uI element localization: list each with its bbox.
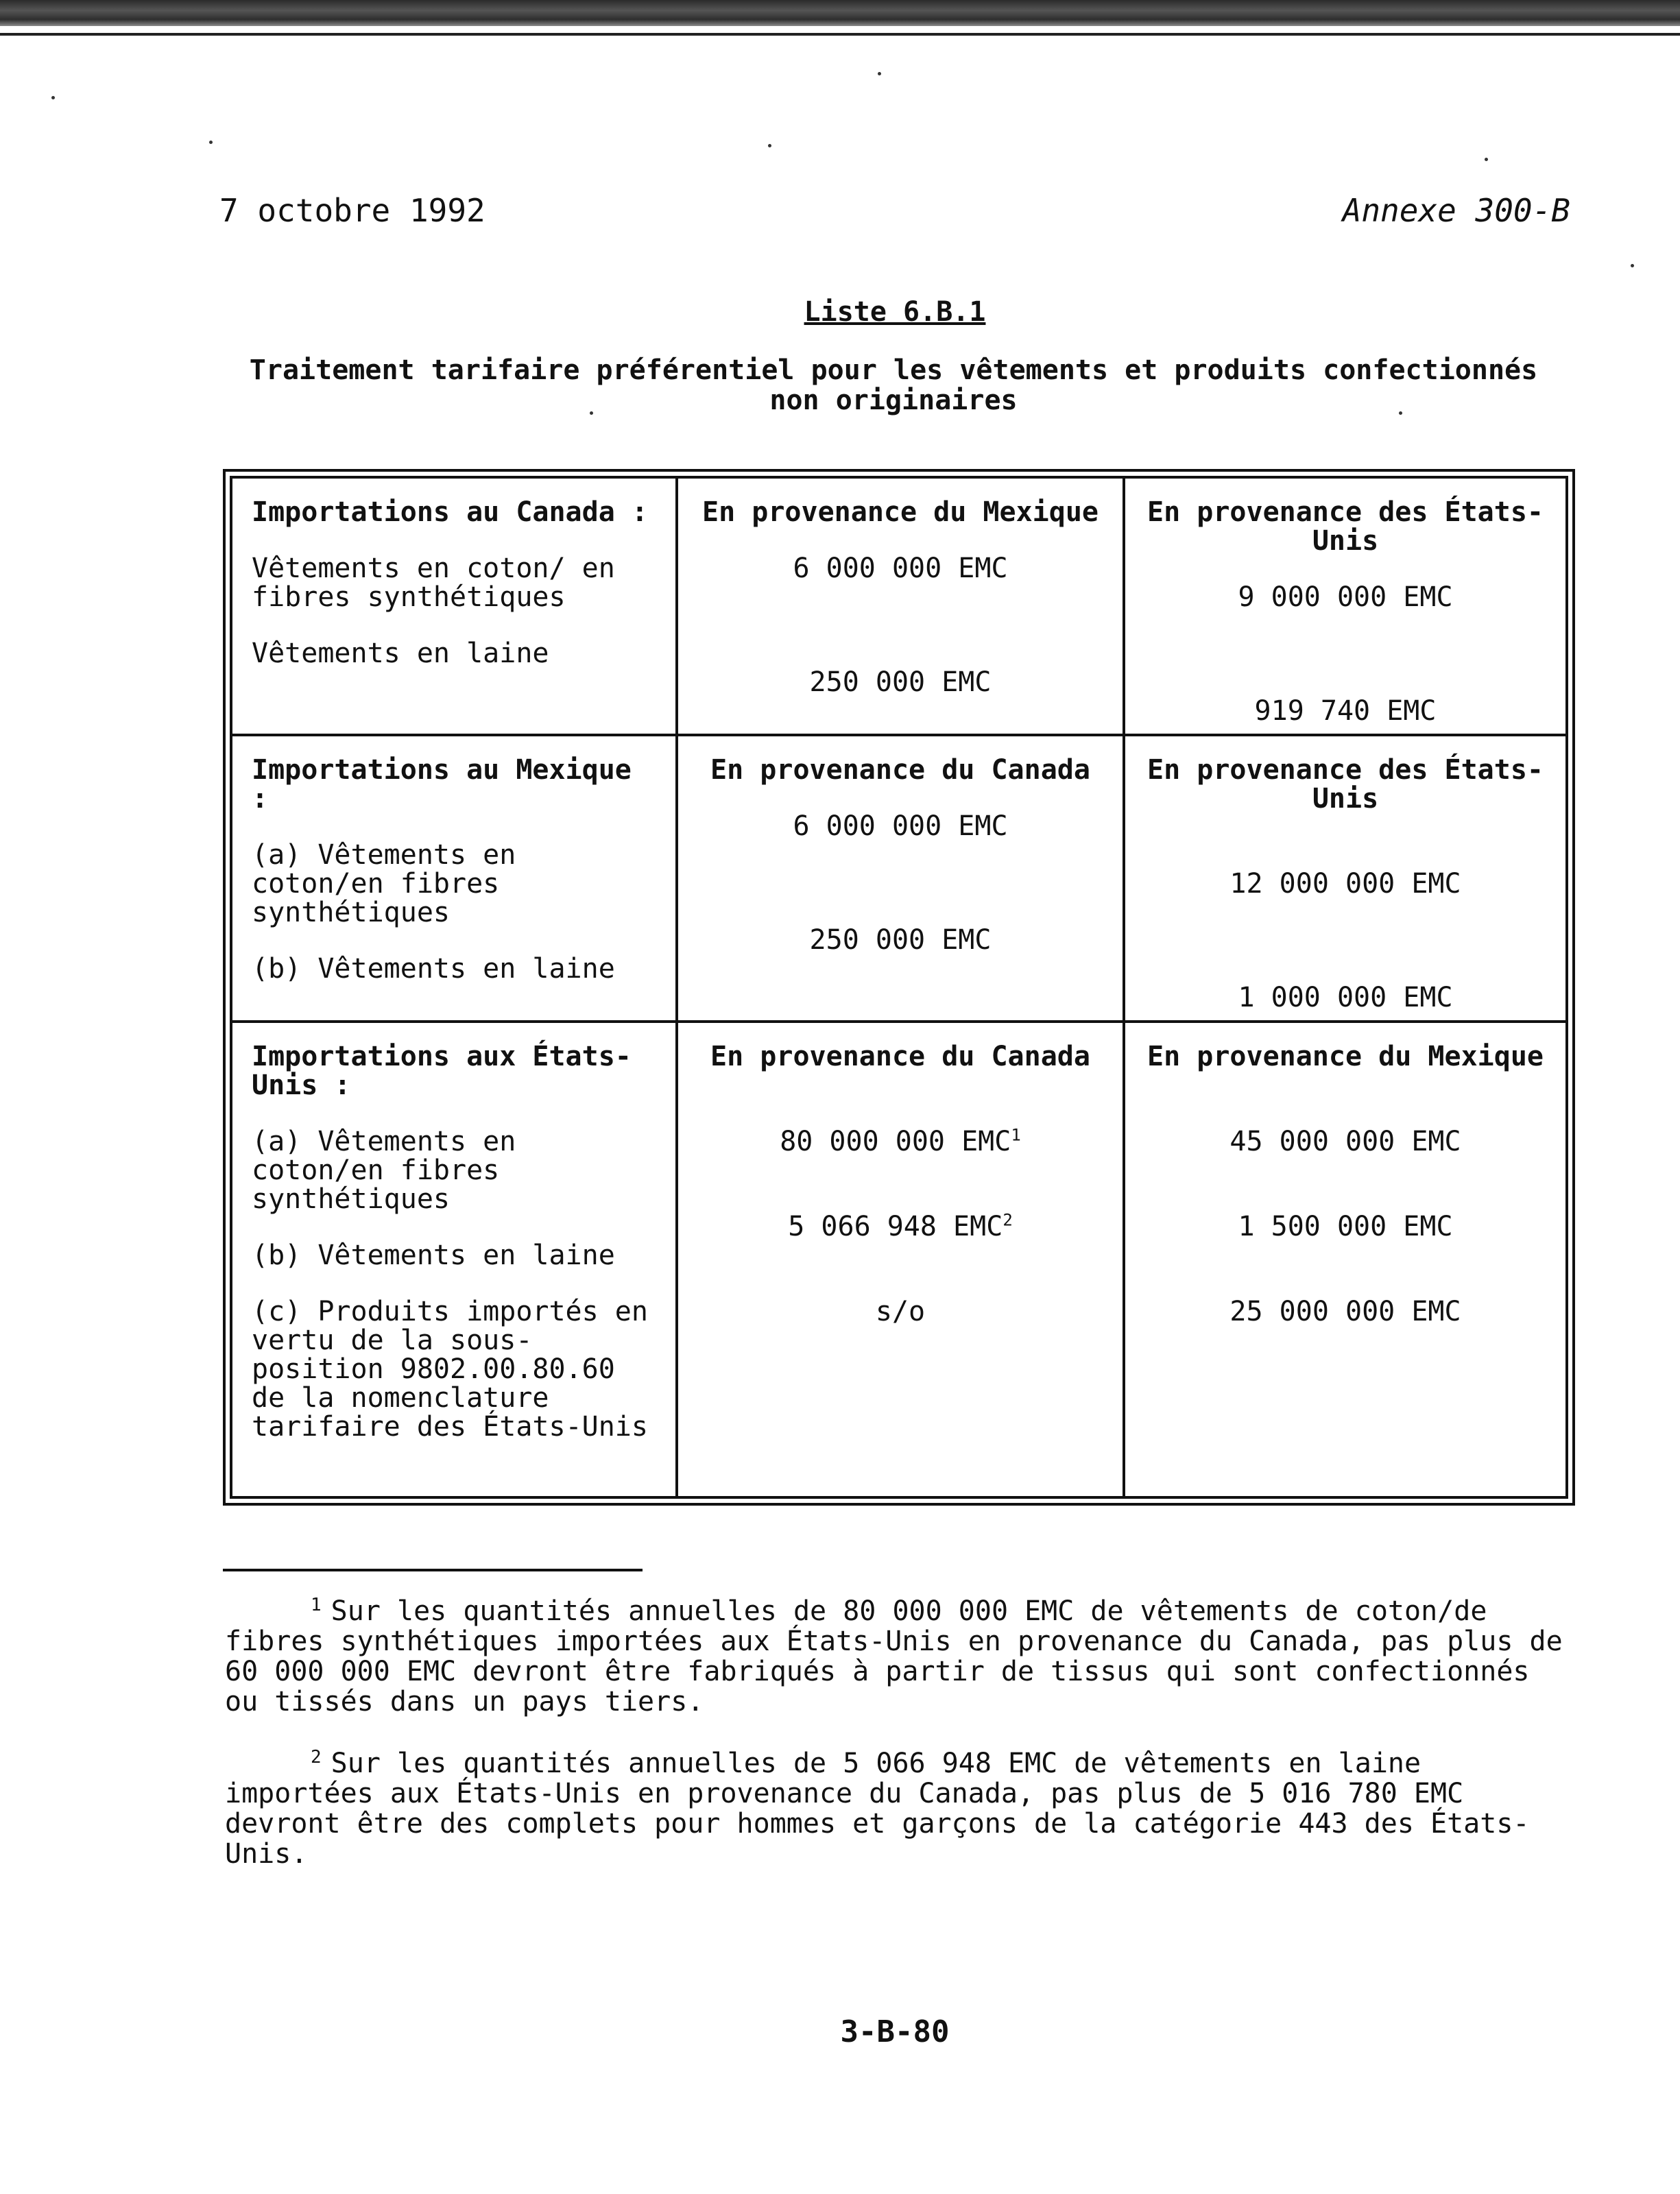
source-heading: En provenance des États-Unis — [1147, 754, 1544, 815]
footnote-separator — [223, 1569, 643, 1571]
quota-value: s/o — [875, 1296, 926, 1327]
quota-value: 250 000 EMC — [809, 666, 992, 698]
import-category-cell — [231, 477, 677, 735]
footnote — [225, 1748, 1576, 1869]
header-annex: Annexe 300-B — [1342, 192, 1570, 229]
scan-speck — [1485, 158, 1488, 161]
footnote-text: Sur les quantités annuelles de 5 066 948 EMC de vêtements en laine importées aux États-Unis en provenance du Canada, pas plus de 5 016 780 EMC devront être des complets pour hommes et garçons de la catégorie 443 des États-Unis. — [225, 1748, 1530, 1870]
list-title: Liste 6.B.1 — [804, 296, 986, 328]
product-item: Vêtements en laine — [252, 638, 549, 669]
scan-speck — [768, 144, 771, 147]
quota-table-frame — [223, 469, 1575, 1506]
quota-value: 45 000 000 EMC — [1229, 1126, 1461, 1157]
footnote-text: Sur les quantités annuelles de 80 000 000 EMC de vêtements de coton/de fibres synthétiques importées aux États-Unis en provenance du Canada, pas plus de 60 000 000 EMC devront être fabriqués à partir de tissus qui sont confectionnés ou tissés dans un pays tiers. — [225, 1595, 1563, 1717]
quota-value: 25 000 000 EMC — [1229, 1296, 1461, 1327]
source-heading: En provenance du Canada — [710, 754, 1090, 786]
source-heading: En provenance du Canada — [710, 1041, 1090, 1072]
region-heading: Importations aux États-Unis : — [252, 1041, 632, 1101]
quota-value: 250 000 EMC — [809, 924, 992, 956]
product-item: (c) Produits importés en vertu de la sous-position 9802.00.80.60 de la nomenclature tarifaire des États-Unis — [252, 1296, 648, 1443]
quota-value: 1 000 000 EMC — [1238, 982, 1453, 1013]
footnote-ref[interactable]: 1 — [1011, 1125, 1021, 1145]
source-heading: En provenance du Mexique — [1147, 1041, 1544, 1072]
product-item: (a) Vêtements en coton/en fibres synthétiques — [252, 1126, 516, 1215]
quota-value: 1 500 000 EMC — [1238, 1211, 1453, 1242]
source-heading: En provenance du Mexique — [702, 496, 1099, 528]
quota-value: 919 740 EMC — [1254, 695, 1437, 727]
import-category-cell — [231, 735, 677, 1022]
source-cell — [677, 477, 1124, 735]
page-number: 3-B-80 — [840, 2014, 950, 2049]
quota-value: 6 000 000 EMC — [793, 810, 1008, 842]
scan-speck — [209, 141, 213, 144]
source-heading: En provenance des États-Unis — [1147, 496, 1544, 557]
footnote-ref[interactable]: 2 — [1003, 1210, 1013, 1230]
product-item: (b) Vêtements en laine — [252, 1240, 615, 1271]
table-row — [231, 735, 1567, 1022]
footnote-mark: 1 — [311, 1594, 322, 1615]
quota-value: 9 000 000 EMC — [1238, 581, 1453, 613]
import-category-cell — [231, 1022, 677, 1497]
footnote — [225, 1596, 1576, 1717]
scan-artifact-line — [0, 33, 1680, 36]
quota-value: 80 000 000 EMC$^1$ — [780, 1125, 1021, 1157]
source-cell — [1124, 477, 1567, 735]
scan-speck — [51, 96, 55, 99]
source-cell — [677, 1022, 1124, 1497]
source-cell — [1124, 1022, 1567, 1497]
scan-speck — [878, 72, 881, 75]
region-heading: Importations au Mexique : — [252, 754, 632, 815]
table-row — [231, 477, 1567, 735]
document-subtitle: Traitement tarifaire préférentiel pour les vêtements et produits confectionnés non originaires — [249, 354, 1538, 416]
scan-artifact-bar — [0, 0, 1680, 26]
source-cell — [677, 735, 1124, 1022]
quota-table — [230, 476, 1568, 1499]
quota-value: 5 066 948 EMC$^2$ — [788, 1210, 1013, 1242]
header-date: 7 octobre 1992 — [219, 192, 485, 229]
quota-value: 6 000 000 EMC — [793, 553, 1008, 584]
product-item: (a) Vêtements en coton/en fibres synthétiques — [252, 839, 516, 928]
quota-value: 12 000 000 EMC — [1229, 868, 1461, 900]
footnote-mark: 2 — [311, 1746, 322, 1768]
region-heading: Importations au Canada : — [252, 496, 648, 528]
product-item: (b) Vêtements en laine — [252, 953, 615, 985]
table-row — [231, 1022, 1567, 1497]
product-item: Vêtements en coton/ en fibres synthétiques — [252, 553, 615, 613]
source-cell — [1124, 735, 1567, 1022]
scan-speck — [1631, 264, 1634, 267]
